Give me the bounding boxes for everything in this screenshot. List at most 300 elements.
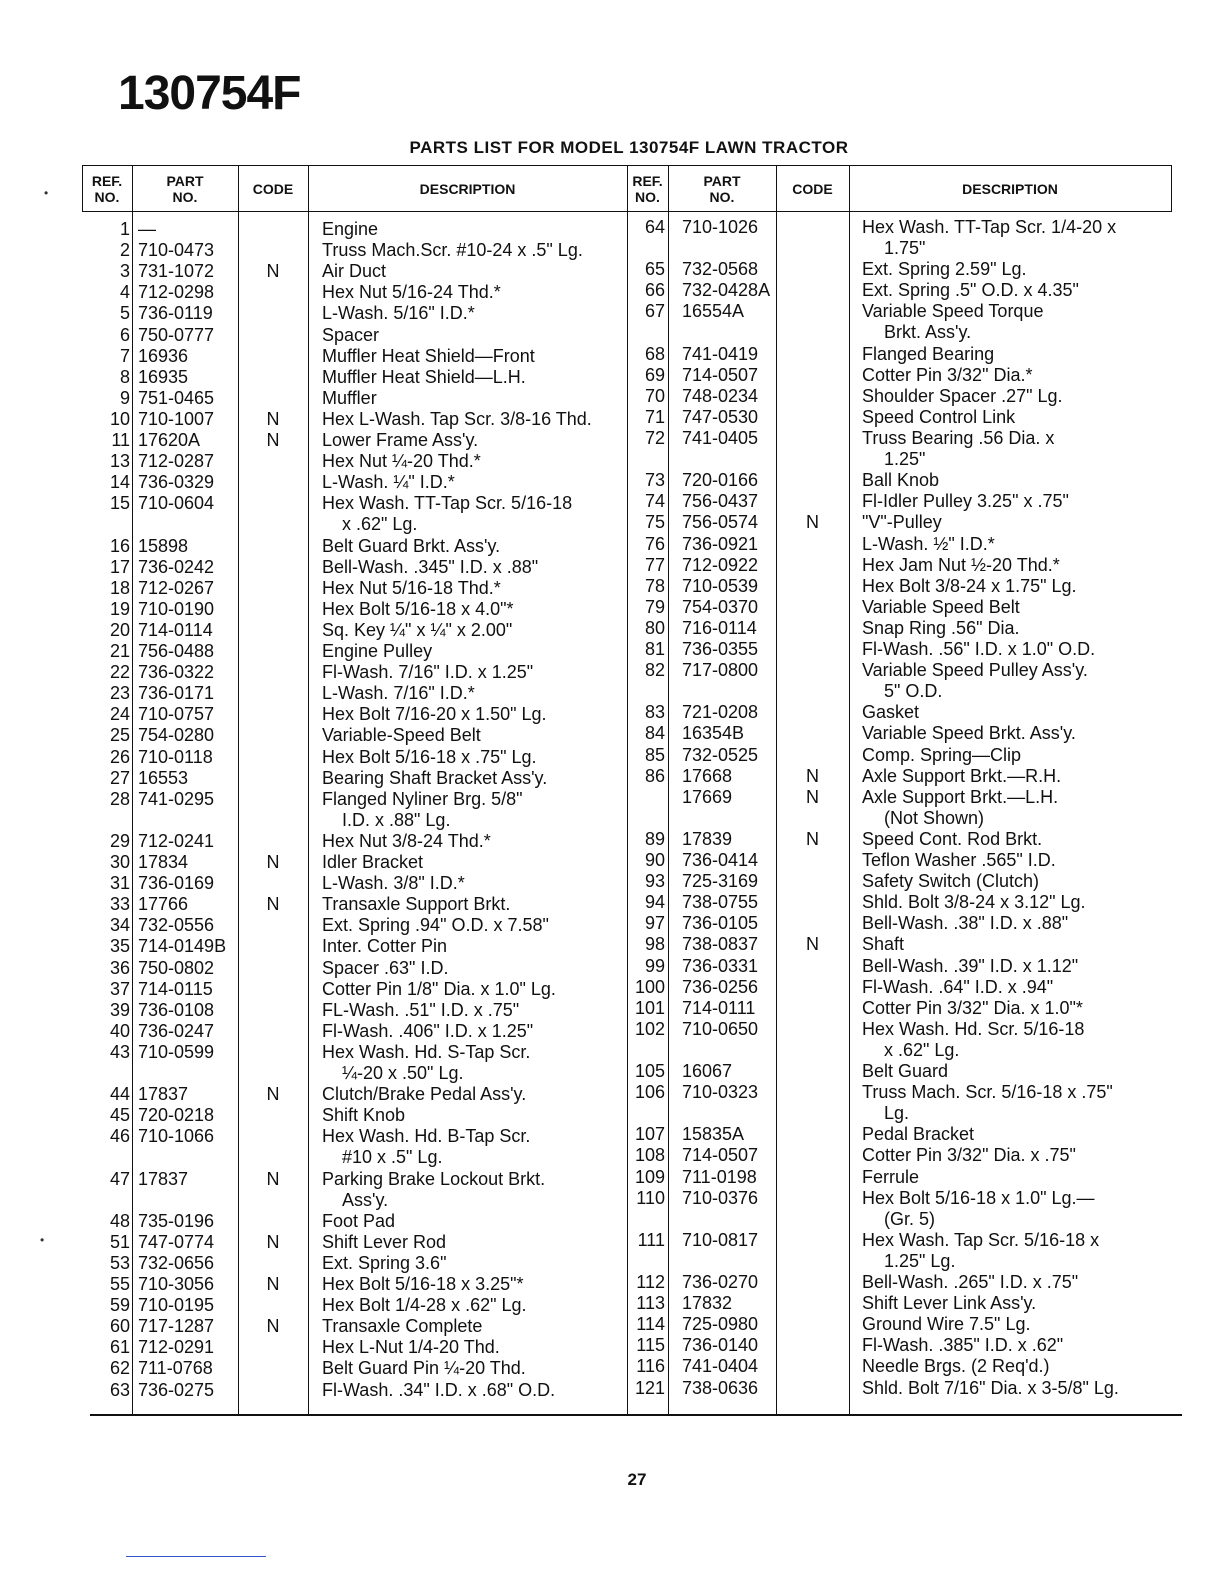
part-number: 710-1007 — [138, 408, 215, 429]
description-text: Hex Nut 3/8-24 Thd.* — [322, 830, 491, 851]
description-text: Teflon Washer .565" I.D. — [862, 850, 1056, 870]
description-text: Brkt. Ass'y. — [884, 322, 972, 343]
description-text: L-Wash. 7/16" I.D.* — [322, 683, 475, 704]
table-row — [0, 428, 1224, 470]
code-value: N — [266, 852, 280, 872]
part-number: 710-0376 — [682, 1187, 759, 1208]
ref-number: 2 — [119, 240, 130, 261]
ref-number: 84 — [644, 723, 665, 744]
description-text: Bell-Wash. .38" I.D. x .88" — [862, 913, 1069, 934]
description-text: Spacer — [322, 324, 380, 345]
ref-number: 3 — [119, 261, 130, 282]
ref-number: 5 — [119, 303, 130, 324]
description-text: Spacer .63" I.D. — [322, 957, 449, 978]
ref-number: 53 — [109, 1252, 130, 1273]
part-number: 720-0218 — [138, 1105, 215, 1126]
table-row — [0, 1335, 1224, 1356]
part-number: 16554A — [682, 301, 745, 322]
ref-number: 30 — [109, 852, 130, 872]
table-row — [0, 1378, 1224, 1399]
description-text: Ext. Spring .5" O.D. x 4.35" — [862, 280, 1079, 301]
table-row — [0, 934, 1224, 955]
part-number: 710-0473 — [138, 240, 215, 261]
part-number: 732-0568 — [682, 259, 759, 280]
part-number: 736-0105 — [682, 913, 759, 934]
ref-number: 70 — [644, 385, 665, 406]
description-text: Hex Bolt 1/4-28 x .62" Lg. — [322, 1295, 527, 1316]
description-text: Cotter Pin 3/32" Dia. x 1.0"* — [862, 997, 1083, 1018]
description-text: Axle Support Brkt.—R.H. — [862, 765, 1062, 786]
description-text: x .62" Lg. — [884, 1039, 960, 1060]
part-number: — — [138, 219, 156, 239]
part-number: 712-0241 — [138, 830, 215, 851]
part-number: 711-0768 — [138, 1358, 213, 1379]
page-number: 27 — [627, 1470, 647, 1489]
table-row — [0, 217, 1224, 259]
parts-list-title: PARTS LIST FOR MODEL 130754F LAWN TRACTOR — [409, 138, 849, 157]
table-row — [0, 470, 1224, 491]
ref-number: 101 — [634, 997, 665, 1018]
rule-v — [1171, 165, 1172, 212]
description-text: Needle Brgs. (2 Req'd.) — [862, 1356, 1050, 1377]
description-text: Muffler Heat Shield—L.H. — [322, 366, 526, 387]
description-text: Hex Wash. Hd. S-Tap Scr. — [322, 1041, 531, 1062]
description-text: Truss Bearing .56 Dia. x — [862, 428, 1055, 448]
table-row — [0, 1293, 1224, 1314]
part-number: 736-0171 — [138, 683, 215, 704]
table-row — [0, 892, 1224, 913]
header-text: REF. — [91, 173, 123, 189]
part-number: 710-0190 — [138, 598, 215, 619]
ref-number: 94 — [644, 892, 665, 913]
part-number: 16935 — [138, 366, 189, 387]
ref-number: 25 — [109, 725, 130, 746]
part-number: 732-0428A — [682, 280, 771, 301]
part-number: 15835A — [682, 1124, 745, 1145]
header-ref-no — [82, 168, 132, 210]
table-row — [0, 534, 1224, 555]
table-row — [0, 956, 1224, 977]
description-text: Axle Support Brkt.—L.H. — [862, 786, 1059, 807]
description-text: Fl-Wash. .56" I.D. x 1.0" O.D. — [862, 639, 1096, 659]
description-text: Inter. Cotter Pin — [322, 936, 448, 957]
description-text: Fl-Wash. .34" I.D. x .68" O.D. — [322, 1379, 556, 1400]
ref-number: 37 — [109, 978, 130, 999]
description-text: Hex Wash. Hd. B-Tap Scr. — [322, 1126, 531, 1147]
part-number: 714-0111 — [682, 997, 756, 1018]
part-number: 754-0280 — [138, 725, 215, 746]
code-value: N — [266, 1274, 280, 1294]
part-number: 17837 — [138, 1168, 189, 1189]
ref-number: 68 — [644, 343, 665, 364]
description-text: 5" O.D. — [884, 681, 943, 702]
part-number: 738-0636 — [682, 1377, 759, 1398]
part-number: 747-0774 — [138, 1231, 215, 1252]
table-row — [0, 618, 1224, 639]
part-number: 710-0757 — [138, 704, 215, 725]
part-number: 750-0777 — [138, 324, 215, 345]
ref-number: 39 — [109, 999, 130, 1020]
part-number: 736-0331 — [682, 955, 759, 976]
table-row — [0, 998, 1224, 1019]
description-text: Fl-Wash. .64" I.D. x .94" — [862, 976, 1054, 997]
ref-number: 112 — [636, 1272, 665, 1292]
part-number: 714-0114 — [138, 619, 213, 640]
ref-number: 93 — [644, 871, 665, 892]
ref-number: 66 — [644, 280, 665, 301]
ref-number: 20 — [109, 619, 130, 640]
part-number: 736-0270 — [682, 1272, 759, 1292]
part-number: 741-0404 — [682, 1356, 759, 1377]
ref-number: 27 — [109, 767, 130, 788]
table-row — [0, 555, 1224, 576]
part-number: 710-0118 — [138, 746, 213, 767]
table-row — [0, 766, 1224, 787]
description-text: Truss Mach. Scr. 5/16-18 x .75" — [862, 1082, 1113, 1103]
ref-number: 44 — [109, 1084, 130, 1105]
ref-number: 59 — [109, 1295, 130, 1316]
ref-number: 36 — [109, 957, 130, 978]
part-number: 750-0802 — [138, 957, 215, 978]
header-text: NO. — [172, 189, 198, 205]
description-text: Transaxle Complete — [322, 1316, 483, 1337]
table-row — [0, 259, 1224, 280]
part-number: 735-0196 — [138, 1210, 215, 1231]
description-text: Muffler — [322, 387, 377, 408]
ref-number: 34 — [109, 915, 130, 936]
description-text: Flanged Nyliner Brg. 5/8" — [322, 788, 523, 809]
part-number: 736-0329 — [138, 472, 215, 493]
table-row — [0, 1082, 1224, 1124]
ref-number: 64 — [644, 217, 665, 237]
description-text: Flanged Bearing — [862, 343, 995, 364]
part-number: 717-1287 — [138, 1316, 215, 1337]
table-row — [0, 913, 1224, 934]
ref-number: 76 — [644, 533, 665, 554]
part-number: 17837 — [138, 1084, 189, 1105]
table-row — [0, 787, 1224, 829]
description-text: Fl-Wash. .385" I.D. x .62" — [862, 1335, 1064, 1356]
part-number: 738-0837 — [682, 934, 759, 955]
ref-number: 21 — [109, 641, 130, 661]
description-text: Fl-Wash. 7/16" I.D. x 1.25" — [322, 662, 534, 683]
part-number: 710-3056 — [138, 1274, 215, 1294]
part-number: 17669 — [682, 786, 733, 807]
part-number: 736-0169 — [138, 873, 215, 894]
part-number: 736-0247 — [138, 1020, 215, 1041]
part-number: 748-0234 — [682, 385, 759, 406]
ref-number: 15 — [109, 493, 130, 514]
description-text: Pedal Bracket — [862, 1124, 975, 1145]
part-number: 711-0198 — [682, 1166, 757, 1187]
ref-number: 77 — [644, 554, 665, 575]
part-number: 17620A — [138, 430, 201, 450]
description-text: (Not Shown) — [884, 807, 985, 828]
code-value: N — [266, 894, 280, 915]
table-row — [0, 1188, 1224, 1230]
ref-number: 62 — [109, 1358, 130, 1379]
header-text: NO. — [635, 189, 660, 205]
ref-number: 14 — [109, 472, 130, 493]
table-row — [0, 1230, 1224, 1272]
description-text: Bell-Wash. .345" I.D. x .88" — [322, 556, 539, 577]
code-value: N — [806, 512, 819, 533]
table-row — [0, 745, 1224, 766]
header-description — [308, 168, 627, 210]
ref-number: 111 — [637, 1229, 665, 1250]
description-text: L-Wash. 3/8" I.D.* — [322, 873, 465, 894]
description-text: Variable Speed Pulley Ass'y. — [862, 660, 1088, 681]
description-text: Hex Nut 5/16-18 Thd.* — [322, 577, 501, 598]
part-number: 738-0755 — [682, 892, 759, 913]
description-text: Lower Frame Ass'y. — [322, 430, 479, 450]
ref-number: 24 — [109, 704, 130, 725]
description-text: Shift Lever Link Ass'y. — [862, 1293, 1037, 1314]
part-number: 732-0656 — [138, 1252, 215, 1273]
part-number: 15898 — [138, 535, 189, 556]
part-number: 736-0355 — [682, 639, 759, 659]
ref-number: 48 — [109, 1210, 130, 1231]
table-row — [0, 1019, 1224, 1061]
description-text: Hex Nut 5/16-24 Thd.* — [322, 282, 501, 303]
part-number: 710-0604 — [138, 493, 215, 514]
model-number: 130754F — [118, 67, 301, 120]
ref-number: 69 — [644, 364, 665, 385]
part-number: 736-0140 — [682, 1335, 759, 1356]
code-value: N — [266, 1084, 280, 1105]
description-text: Sq. Key ¼" x ¼" x 2.00" — [322, 619, 513, 640]
table-row — [0, 344, 1224, 365]
description-text: Fl-Wash. .406" I.D. x 1.25" — [322, 1020, 534, 1041]
part-number: 756-0437 — [682, 491, 759, 512]
description-text: Engine — [322, 219, 379, 239]
code-value: N — [806, 786, 819, 807]
code-value: N — [806, 828, 819, 849]
ref-number: 109 — [634, 1166, 665, 1187]
description-text: Shift Knob — [322, 1105, 406, 1126]
ref-number: 106 — [634, 1082, 665, 1103]
ref-number: 19 — [109, 598, 130, 619]
table-row — [0, 512, 1224, 533]
part-number: 714-0507 — [682, 1145, 759, 1166]
description-text: Belt Guard Brkt. Ass'y. — [322, 535, 501, 556]
part-number: 714-0507 — [682, 364, 759, 385]
ref-number: 71 — [644, 406, 665, 427]
ref-number: 114 — [636, 1314, 665, 1335]
table-row — [0, 660, 1224, 702]
table-row — [0, 1124, 1224, 1145]
header-text: DESCRIPTION — [419, 181, 516, 197]
part-number: 756-0488 — [138, 641, 215, 661]
header-text: REF. — [632, 173, 663, 189]
ref-number: 46 — [109, 1126, 130, 1147]
table-row — [0, 597, 1224, 618]
ref-number: 74 — [644, 491, 665, 512]
ref-number: 13 — [109, 451, 130, 472]
ref-number: 107 — [634, 1124, 665, 1145]
part-number: 16354B — [682, 723, 745, 744]
part-number: 710-1066 — [138, 1126, 215, 1147]
part-number: 732-0556 — [138, 915, 215, 936]
description-text: Bearing Shaft Bracket Ass'y. — [322, 767, 548, 788]
description-text: Variable Speed Torque — [862, 301, 1044, 322]
description-text: FL-Wash. .51" I.D. x .75" — [322, 999, 520, 1020]
ref-number: 85 — [644, 744, 665, 765]
ref-number: 100 — [634, 976, 665, 997]
ref-number: 113 — [636, 1293, 665, 1314]
ref-number: 116 — [636, 1356, 665, 1377]
header-text: PART — [703, 173, 741, 189]
table-row — [0, 977, 1224, 998]
ref-number: 4 — [119, 282, 130, 303]
description-text: (Gr. 5) — [884, 1208, 936, 1229]
ref-number: 10 — [109, 408, 130, 429]
description-text: Bell-Wash. .265" I.D. x .75" — [862, 1272, 1079, 1292]
code-value: N — [266, 1316, 280, 1337]
table-row — [0, 1272, 1224, 1293]
part-number: 714-0149B — [138, 936, 227, 957]
table-row — [0, 723, 1224, 744]
ref-number: 83 — [644, 702, 665, 723]
part-number: 717-0800 — [682, 660, 759, 681]
description-text: ¼-20 x .50" Lg. — [342, 1062, 464, 1083]
description-text: Cotter Pin 3/32" Dia.* — [862, 364, 1033, 385]
part-number: 725-3169 — [682, 871, 759, 892]
description-text: Variable-Speed Belt — [322, 725, 481, 746]
part-number: 731-1072 — [138, 261, 215, 282]
description-text: Comp. Spring—Clip — [862, 744, 1022, 765]
description-text: Ass'y. — [342, 1189, 389, 1210]
description-text: Cotter Pin 1/8" Dia. x 1.0" Lg. — [322, 978, 556, 999]
description-text: Hex Nut ¼-20 Thd.* — [322, 451, 481, 472]
ref-number: 23 — [109, 683, 130, 704]
description-text: Belt Guard Pin ¼-20 Thd. — [322, 1358, 526, 1379]
table-row — [0, 850, 1224, 871]
description-text: Idler Bracket — [322, 852, 424, 872]
table-row — [0, 576, 1224, 597]
description-text: Snap Ring .56" Dia. — [862, 617, 1020, 638]
code-value: N — [266, 1231, 280, 1252]
description-text: Cotter Pin 3/32" Dia. x .75" — [862, 1145, 1076, 1166]
ref-number: 90 — [644, 850, 665, 870]
part-number: 17668 — [682, 765, 733, 786]
part-number: 17839 — [682, 828, 733, 849]
part-number: 710-0323 — [682, 1082, 759, 1103]
description-text: Variable Speed Belt — [862, 596, 1020, 617]
ref-number: 11 — [111, 430, 130, 450]
table-row — [0, 1061, 1224, 1082]
description-text: Ferrule — [862, 1166, 920, 1187]
ref-number: 65 — [644, 259, 665, 280]
description-text: Fl-Idler Pulley 3.25" x .75" — [862, 491, 1069, 512]
ref-number: 29 — [109, 830, 130, 851]
part-number: 720-0166 — [682, 470, 759, 491]
ref-number: 22 — [109, 662, 130, 683]
ref-number: 73 — [644, 470, 665, 491]
description-text: Ext. Spring 3.6" — [322, 1252, 447, 1273]
part-number: 716-0114 — [682, 617, 757, 638]
description-text: L-Wash. ¼" I.D.* — [322, 472, 455, 493]
description-text: Shift Lever Rod — [322, 1231, 447, 1252]
part-number: 16936 — [138, 345, 189, 366]
header-code — [776, 168, 849, 210]
ref-number: 78 — [644, 575, 665, 596]
header-text: NO. — [94, 189, 120, 205]
part-number: 754-0370 — [682, 596, 759, 617]
description-text: Hex Bolt 3/8-24 x 1.75" Lg. — [862, 575, 1077, 596]
table-row — [0, 280, 1224, 301]
code-value: N — [266, 408, 280, 429]
part-number: 712-0267 — [138, 577, 215, 598]
description-text: Gasket — [862, 702, 920, 723]
table-row — [0, 386, 1224, 407]
ref-number: 43 — [109, 1041, 130, 1062]
ref-number: 108 — [634, 1145, 665, 1166]
ref-number: 31 — [109, 873, 130, 894]
ref-number: 79 — [644, 596, 665, 617]
description-text: "V"-Pulley — [862, 512, 942, 533]
ref-number: 35 — [109, 936, 130, 957]
description-text: Hex Wash. TT-Tap Scr. 1/4-20 x — [862, 217, 1117, 237]
code-value: N — [806, 934, 819, 955]
description-text: Hex Bolt 5/16-18 x 4.0"* — [322, 598, 514, 619]
ref-number: 47 — [109, 1168, 130, 1189]
description-text: 1.25" — [884, 449, 926, 470]
part-number: 710-0650 — [682, 1018, 759, 1039]
description-text: Hex Bolt 7/16-20 x 1.50" Lg. — [322, 704, 547, 725]
ref-number: 55 — [109, 1274, 130, 1294]
footer-line — [126, 1556, 266, 1557]
ref-number: 105 — [634, 1061, 665, 1081]
part-number: 741-0419 — [682, 343, 759, 364]
description-text: Shld. Bolt 7/16" Dia. x 3-5/8" Lg. — [862, 1377, 1119, 1398]
part-number: 712-0922 — [682, 554, 759, 575]
description-text: Ext. Spring 2.59" Lg. — [862, 259, 1027, 280]
description-text: Belt Guard — [862, 1061, 949, 1081]
ref-number: 121 — [634, 1377, 665, 1398]
ref-number: 8 — [119, 366, 130, 387]
ref-number: 81 — [644, 639, 665, 659]
table-row — [0, 639, 1224, 660]
description-text: Parking Brake Lockout Brkt. — [322, 1168, 546, 1189]
header-description — [849, 168, 1171, 210]
table-bottom-rule — [90, 1414, 1182, 1416]
table-row — [0, 491, 1224, 512]
ref-number: 89 — [644, 828, 665, 849]
ref-number: 1 — [119, 219, 130, 239]
ref-number: 26 — [109, 746, 130, 767]
part-number: 736-0414 — [682, 850, 759, 870]
description-text: Clutch/Brake Pedal Ass'y. — [322, 1084, 527, 1105]
code-value: N — [266, 1168, 280, 1189]
description-text: Hex Wash. TT-Tap Scr. 5/16-18 — [322, 493, 573, 514]
ref-number: 40 — [109, 1020, 130, 1041]
description-text: Hex Wash. Hd. Scr. 5/16-18 — [862, 1018, 1085, 1039]
part-number: 732-0525 — [682, 744, 759, 765]
description-text: Transaxle Support Brkt. — [322, 894, 511, 915]
description-text: Safety Switch (Clutch) — [862, 871, 1040, 892]
code-value: N — [266, 261, 280, 282]
table-row — [0, 871, 1224, 892]
ref-number: 17 — [109, 556, 130, 577]
table-row — [0, 1167, 1224, 1188]
description-text: x .62" Lg. — [342, 514, 418, 535]
ref-number: 63 — [109, 1379, 130, 1400]
ref-number: 80 — [644, 617, 665, 638]
part-number: 736-0242 — [138, 556, 215, 577]
description-text: Speed Control Link — [862, 406, 1016, 427]
part-number: 736-0322 — [138, 662, 215, 683]
